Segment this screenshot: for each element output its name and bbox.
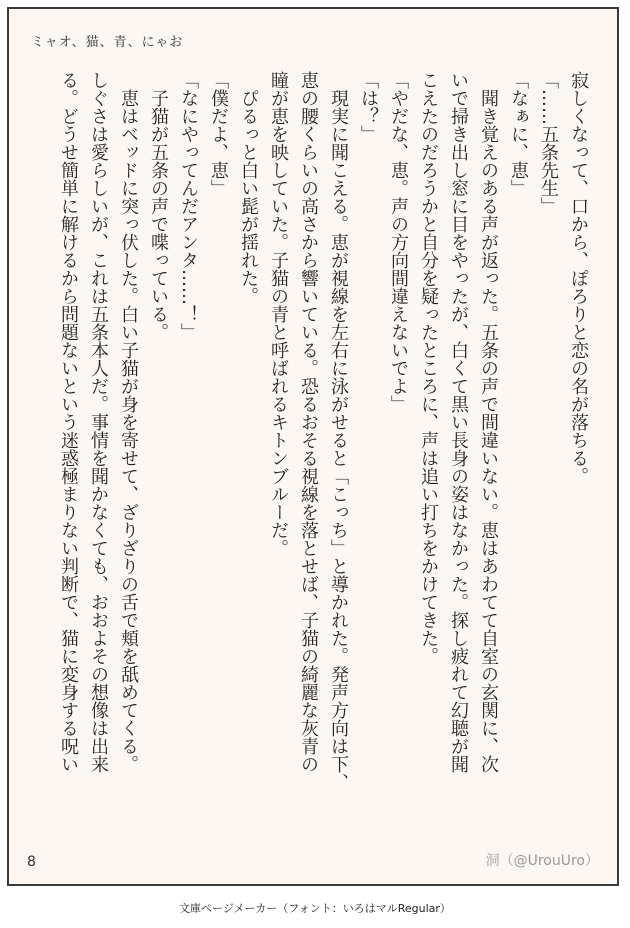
novel-page <box>7 7 619 886</box>
text-line: 「は？」 <box>358 71 379 143</box>
page-number: 8 <box>27 854 36 870</box>
text-line: 聞き覚えのある声が返った。五条の声で間違いない。恵はあわてて自室の玄関に、次 <box>478 71 499 773</box>
text-line: こえたのだろうかと自分を疑ったところに、声は追い打ちをかけてきた。 <box>418 71 439 665</box>
text-line: 寂しくなって、口から、ぽろりと恋の名が落ちる。 <box>568 71 589 485</box>
text-line: しぐさは愛らしいが、これは五条本人だ。事情を聞かなくても、おおよその想像は出来 <box>88 71 109 773</box>
text-line: る。どうせ簡単に解けるから問題ないという迷惑極まりない判断で、猫に変身する呪い <box>58 71 79 773</box>
text-line: 「僕だよ、恵」 <box>208 71 229 197</box>
author-credit: 洞（@UrouUro） <box>485 853 599 869</box>
text-line: いで掃き出し窓に目をやったが、白くて黒い長身の姿はなかった。探し疲れて幻聴が聞 <box>448 71 469 773</box>
text-line: 「やだな、恵。声の方向間違えないでよ」 <box>388 71 409 413</box>
text-line: 現実に聞こえる。恵が視線を左右に泳がせると「こっち」と導かれた。発声方向は下、 <box>328 71 349 791</box>
text-line: 「なにやってんだアンタ……！」 <box>178 71 199 341</box>
text-line: 「なぁに、恵」 <box>508 71 529 197</box>
text-line: 恵はベッドに突っ伏した。白い子猫が身を寄せて、ざりざりの舌で頬を舐めてくる。 <box>118 71 139 773</box>
text-line: 「……五条先生」 <box>538 71 559 215</box>
text-line: 恵の腰くらいの高さから響いている。恐るおそる視線を落とせば、子猫の綺麗な灰青の <box>298 71 319 773</box>
chapter-title: ミャオ、猫、青、にゃお <box>31 35 184 50</box>
vertical-body-text <box>33 71 593 851</box>
text-line: 瞳が恵を映していた。子猫の青と呼ばれるキトンブルーだ。 <box>268 71 289 557</box>
text-line: 子猫が五条の声で喋っている。 <box>148 71 169 341</box>
text-line: ぴるっと白い髭が揺れた。 <box>238 71 259 305</box>
generator-caption: 文庫ページメーカー（フォント：いろはマルRegular） <box>179 902 451 915</box>
